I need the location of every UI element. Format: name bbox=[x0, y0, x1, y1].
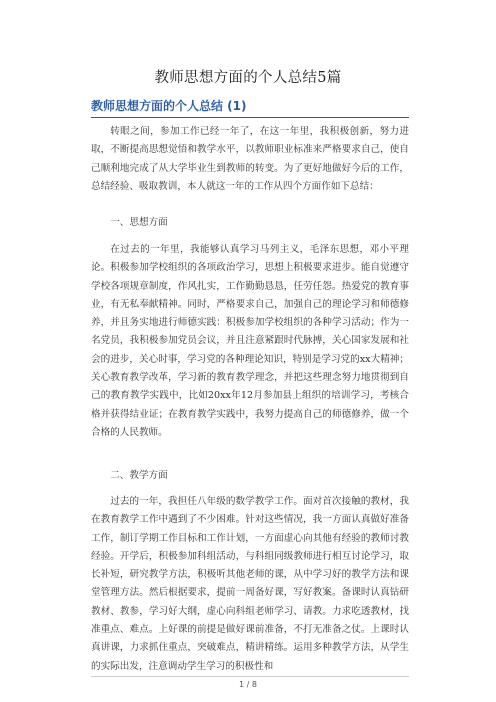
subheading-thought: 一、思想方面 bbox=[110, 217, 168, 228]
document-title: 教师思想方面的个人总结5篇 bbox=[154, 70, 342, 86]
paragraph-thought: 在过去的一年里，我能够认真学习马列主义，毛泽东思想，邓小平理论。积极参加学校组织的各项政治学习，思想上积极要求进步。能自觉遵守学校各项规章制度，作风扎实，工作勤勤恳恳，任劳任怨。热爱党的教育事业，有无私奉献精神。同时，严格要求自己，加强自己的理论学习和师德修养，并且务实地进行师德实践：积极参加学校组织的各种学习活动；作为一名党员，我积极参加党员会议，并且注意紧跟时代脉搏，关心国家发展和社会的进步，关心时事，学习党的各种理论知识，特别是学习党的xx大精神；关心教育教学改革，学习新的教育教学理念，并把这些理念努力地贯彻到自己的教育教学实践中，比如20xx年12月参加县上组织的培训学习，考核合格并获得结业证；在教育教学实践中，我努力提高自己的师德修养，做一个合格的人民教师。 bbox=[91, 244, 409, 438]
subheading-teaching: 二、教学方面 bbox=[110, 470, 168, 481]
footer-divider bbox=[91, 676, 409, 677]
page-number: 1 / 8 bbox=[239, 680, 257, 689]
paragraph-teaching: 过去的一年，我担任八年级的数学教学工作。面对首次接触的教材，我在教育教学工作中遇到了不少困难。针对这些情况，我一方面认真做好准备工作，制订学期工作目标和工作计划，一方面虚心向其他有经验的教师讨教经验。开学后，积极参加科组活动，与科组同级教师进行相互讨论学习，取长补短，研究教学方法，积极听其他老师的课，从中学习好的教学方法和课堂管理方法。然后根据要求，提前一周备好课，写好教案。备课时认真钻研教材、教参，学习好大纲，虚心向科组老师学习、请教。力求吃透教材，找准重点、难点。上好课的前提是做好课前准备，不打无准备之仗。上课时认真讲课，力求抓住重点，突破难点，精讲精练。运用多种教学方法，从学生的实际出发，注意调动学生学习的积极性和 bbox=[91, 496, 409, 672]
intro-paragraph: 转眼之间，参加工作已经一年了，在这一年里，我积极创新，努力进取，不断提高思想觉悟和教学水平，以教师职业标准来严格要求自己，使自己顺利地完成了从大学毕业生到教师的转变。为了更好地做好今后的工作，总结经验、吸取教训，本人就这一年的工作从四个方面作如下总结： bbox=[91, 126, 409, 192]
section-heading: 教师思想方面的个人总结 (1) bbox=[91, 97, 409, 118]
